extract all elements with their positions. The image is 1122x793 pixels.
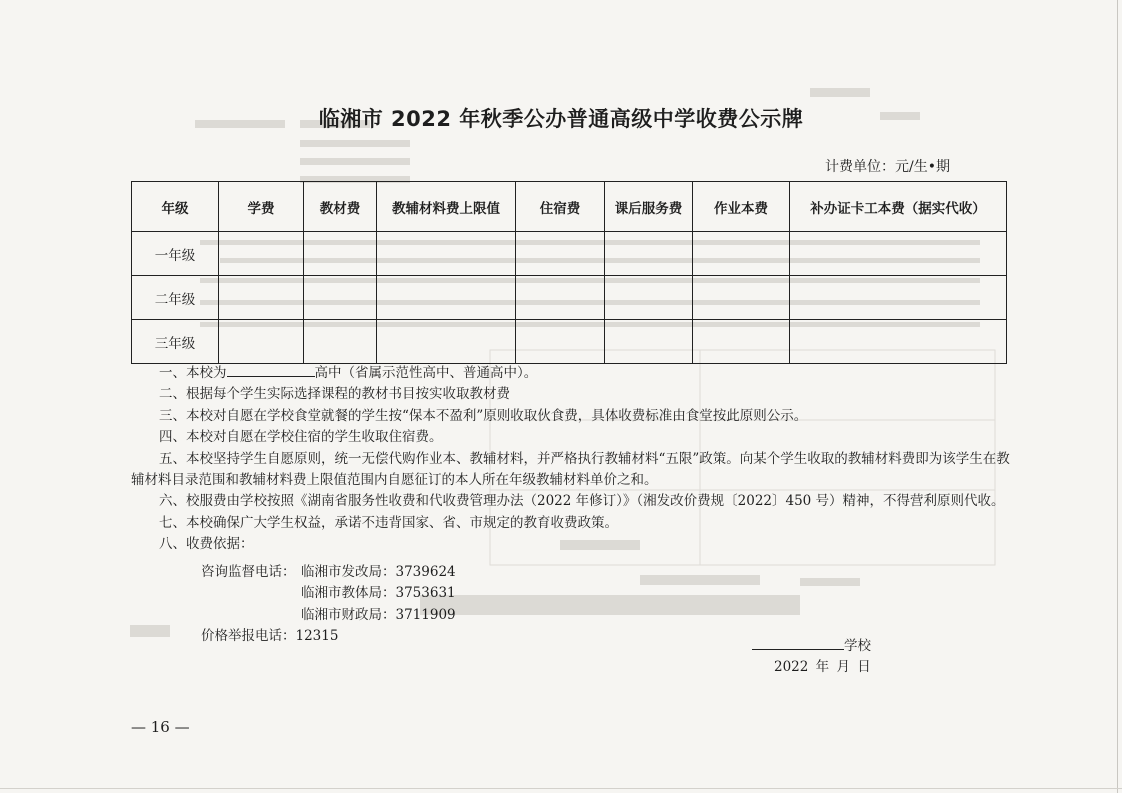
contact-row xyxy=(201,562,456,583)
school-name-blank xyxy=(752,635,844,650)
table-cell xyxy=(219,276,304,320)
table-cell xyxy=(605,276,693,320)
contact-list xyxy=(201,562,456,648)
table-cell xyxy=(693,232,790,276)
table-cell xyxy=(377,276,516,320)
table-cell xyxy=(693,276,790,320)
table-cell xyxy=(605,320,693,364)
note-item-6: 六、校服费由学校按照《湖南省服务性收费和代收费管理办法（2022 年修订）》（湘发改价费规〔2022〕450 号）精神，不得营利原则代收。 xyxy=(159,493,1005,510)
note-item-4: 四、本校对自愿在学校住宿的学生收取住宿费。 xyxy=(159,429,443,446)
note-item-1 xyxy=(131,362,1011,384)
fee-table xyxy=(131,181,1007,364)
price-report-phone: 价格举报电话：12315 xyxy=(201,628,339,645)
header-accommodation-fee: 住宿费 xyxy=(516,182,605,232)
table-row xyxy=(132,320,1007,364)
table-cell xyxy=(377,232,516,276)
note-item-7: 七、本校确保广大学生权益，承诺不违背国家、省、市规定的教育收费政策。 xyxy=(159,514,618,531)
header-supplementary-cap: 教辅材料费上限值 xyxy=(377,182,516,232)
table-cell xyxy=(304,276,377,320)
table-cell xyxy=(219,232,304,276)
table-cell xyxy=(304,232,377,276)
table-cell xyxy=(790,320,1007,364)
header-workbook-fee: 作业本费 xyxy=(693,182,790,232)
school-name-line xyxy=(752,635,871,657)
contact-phone-dev-reform: 临湘市发改局：3739624 xyxy=(301,564,456,580)
table-cell xyxy=(516,320,605,364)
note-item-2: 二、根据每个学生实际选择课程的教材书目按实收取教材费 xyxy=(159,386,510,403)
table-cell xyxy=(516,232,605,276)
contact-phone-education: 临湘市教体局：3753631 xyxy=(301,585,456,602)
table-cell xyxy=(790,276,1007,320)
header-grade: 年级 xyxy=(132,182,219,232)
school-type-blank xyxy=(227,362,315,377)
contact-phone-finance: 临湘市财政局：3711909 xyxy=(301,606,456,623)
notes-section xyxy=(131,362,1011,556)
grade-cell: 三年级 xyxy=(132,320,219,364)
table-row xyxy=(132,232,1007,276)
table-row xyxy=(132,276,1007,320)
grade-cell: 二年级 xyxy=(132,276,219,320)
table-cell xyxy=(605,232,693,276)
signature-date: 2022 年 月 日 xyxy=(774,659,871,676)
billing-unit-label: 计费单位：元/生•期 xyxy=(825,159,950,175)
table-cell xyxy=(304,320,377,364)
note-item-5: 五、本校坚持学生自愿原则，统一无偿代购作业本、教辅材料，并严格执行教辅材料“五限”政策。向某个学生收取的教辅材料费即为该学生在教辅材料目录范围和教辅材料费上限值范围内自愿征订的本人所在年级教辅材料单价之和。 xyxy=(131,450,1010,489)
table-cell xyxy=(219,320,304,364)
header-tuition: 学费 xyxy=(219,182,304,232)
page-number: — 16 — xyxy=(131,718,190,736)
table-cell xyxy=(377,320,516,364)
header-after-school-fee: 课后服务费 xyxy=(605,182,693,232)
document-title: 临湘市 2022 年秋季公办普通高级中学收费公示牌 xyxy=(318,107,804,131)
table-cell xyxy=(693,320,790,364)
note-item-8: 八、收费依据： xyxy=(159,536,254,553)
note-item-3: 三、本校对自愿在学校食堂就餐的学生按“保本不盈利”原则收取伙食费，具体收费标准由食堂按此原则公示。 xyxy=(159,407,808,424)
table-cell xyxy=(516,276,605,320)
table-header-row xyxy=(132,182,1007,232)
note-1-suffix: 高中（省属示范性高中、普通高中）。 xyxy=(314,365,538,381)
supervision-label: 咨询监督电话： xyxy=(201,564,296,580)
table-cell xyxy=(790,232,1007,276)
header-textbook-fee: 教材费 xyxy=(304,182,377,232)
grade-cell: 一年级 xyxy=(132,232,219,276)
school-suffix: 学校 xyxy=(844,638,871,654)
note-1-prefix: 一、本校为 xyxy=(159,365,227,381)
header-card-replacement-fee: 补办证卡工本费（据实代收） xyxy=(790,182,1007,232)
signature-block xyxy=(752,635,871,679)
